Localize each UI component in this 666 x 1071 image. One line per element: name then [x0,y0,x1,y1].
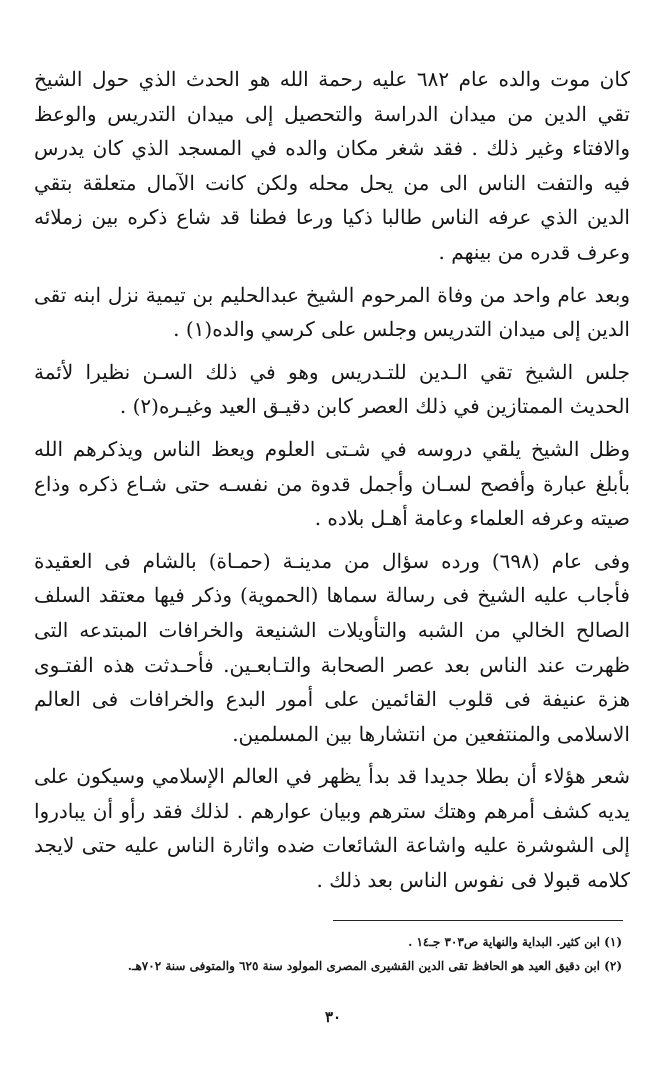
paragraph: جلس الشيخ تقي الـدين للتـدريس وهو في ذلك السـن نظيرا لأئمة الحديث الممتازين في ذلك العصر كابن دقيـق العيد وغيـره(٢) . [34,359,630,419]
body-text [34,62,630,898]
paragraph: وظل الشيخ يلقي دروسه في شـتى العلوم ويعظ الناس ويذكرهم الله بأبلغ عبارة وأفصح لسـان وأجمل قدوة من نفسـه حتى شـاع ذكره وذاع صيته وعرفه العلماء وعامة أهـل بلاده . [34,436,630,531]
footnotes [60,930,622,978]
paragraph: وفى عام (٦٩٨) ورده سؤال من مدينـة (حمـاة) بالشام فى العقيدة فأجاب عليه الشيخ فى رسالة سماها (الحموية) وذكر فيها معتقد السلف الصالح الخالي من الشبه والتأويلات الشنيعة والخرافات المبتدعه التى ظهرت عند الناس بعد عصر الصحابة والتـابعـين. فأحـدثت هذه الفتـوى هزة عنيفة فى قلوب القائمين على أمور البدع والخرافات فى العالم الاسلامى والمنتفعين من انتشارها بين المسلمين. [34,548,630,746]
footnote: (٢) ابن دقيق العيد هو الحافظ تقى الدين القشيرى المصرى المولود سنة ٦٢٥ والمتوفى سنة ٧٠٢هـ. [127,959,622,973]
footnote: (١) ابن كثير. البداية والنهاية ص٣٠٣ جـ١٤ . [408,935,622,949]
page-number: ٣٠ [324,1008,342,1026]
paragraph: شعر هؤلاء أن بطلا جديدا قد بدأ يظهر في العالم الإسلامي وسيكون على يديه كشف أمرهم وهتك سترهم وبيان عوارهم . لذلك فقد رأو أن يبادروا إلى الشوشرة عليه واشاعة الشائعات ضده واثارة الناس عليه حتى لايجد كلامه قبولا فى نفوس الناس بعد ذلك . [34,764,630,893]
footnote-divider [333,920,623,921]
paragraph: وبعد عام واحد من وفاة المرحوم الشيخ عبدالحليم بن تيمية نزل ابنه تقى الدين إلى ميدان التدريس وجلس على كرسي والده(١) . [34,282,630,342]
paragraph: كان موت والده عام ٦٨٢ عليه رحمة الله هو الحدث الذي حول الشيخ تقي الدين من ميدان الدراسة والتحصيل إلى ميدان التدريس والوعظ والافتاء وغير ذلك . فقد شغر مكان والده في المسجد الذي كان يدرس فيه والتفت الناس الى من يحل محله ولكن كانت الآمال متعلقة بتقي الدين الذي عرفه الناس طالبا ذكيا ورعا فطنا قد شاع ذكره بين زملائه وعرف قدره من بينهم . [34,67,630,264]
